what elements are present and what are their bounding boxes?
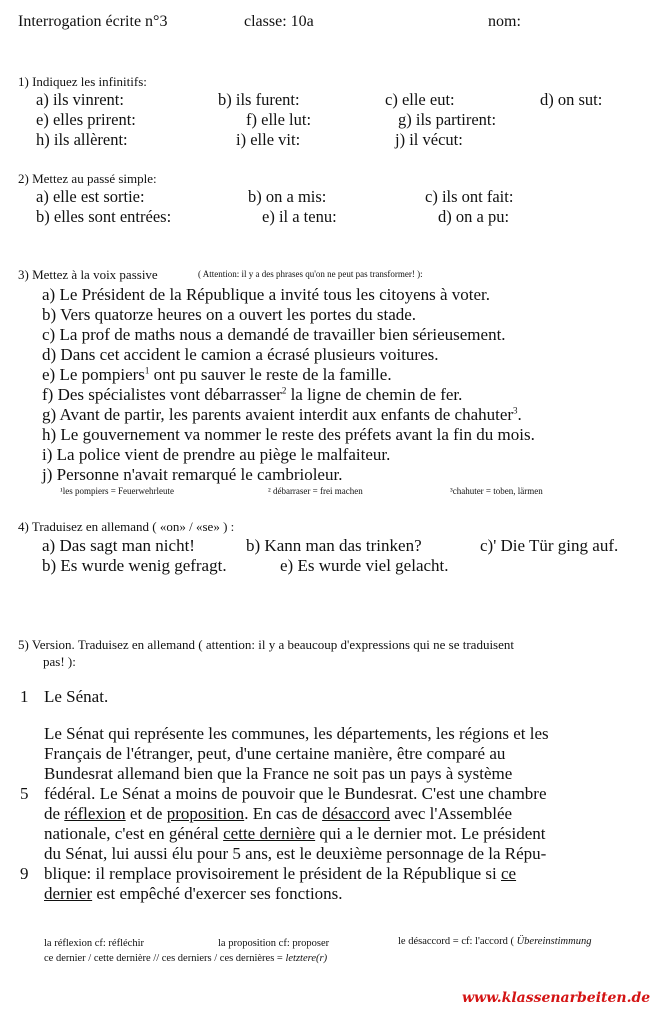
q2-item: e) il a tenu: [262,207,337,226]
q1-item: j) il vécut: [395,130,463,149]
q1-item: a) ils vinrent: [36,90,124,109]
q3-sentence: b) Vers quatorze heures on a ouvert les portes du stade. [42,305,417,324]
gloss: la proposition cf: proposer [218,938,330,949]
q2-item: a) elle est sortie: [36,187,145,206]
q1-item: e) elles prirent: [36,110,136,129]
text-title: Le Sénat. [44,687,109,706]
text-line: Bundesrat allemand bien que la France ne soit pas un pays à système [44,764,513,783]
text-line: du Sénat, lui aussi élu pour 5 ans, est le deuxième personnage de la Répu- [44,844,547,863]
text-line: Le Sénat qui représente les communes, les départements, les régions et les [44,724,549,743]
q2-item: b) on a mis: [248,187,327,206]
gloss: la réflexion cf: réfléchir [44,938,144,949]
q3-note: ( Attention: il y a des phrases qu'on ne peut pas transformer! ): [198,269,423,279]
q1-item: i) elle vit: [236,130,301,149]
footnote: ² débarraser = frei machen [268,486,363,496]
name-label: nom: [488,13,521,30]
q3-sentence: a) Le Président de la République a invité tous les citoyens à voter. [42,285,491,304]
q1-item: f) elle lut: [246,110,312,129]
q3-sentence: j) Personne n'avait remarqué le cambrioleur. [42,465,343,484]
q3-sentence: g) Avant de partir, les parents avaient interdit aux enfants de chahuter$^3$. [42,405,522,424]
test-title: Interrogation écrite n°3 [18,13,168,30]
q3-sentence: f) Des spécialistes vont débarrasser$^2$ la ligne de chemin de fer. [42,385,463,404]
q2-item: b) elles sont entrées: [36,207,172,226]
q4-item: b) Kann man das trinken? [246,536,422,555]
q2-heading: 2) Mettez au passé simple: [18,171,157,186]
watermark-link[interactable]: www.klassenarbeiten.de [462,990,650,1006]
q3-heading: 3) Mettez à la voix passive [18,267,158,282]
footnote: ¹les pompiers = Feuerwehrleute [60,486,174,496]
q3-sentence: d) Dans cet accident le camion a écrasé plusieurs voitures. [42,345,439,364]
q4-item: b) Es wurde wenig gefragt. [42,556,227,575]
q3-sentence: e) Le pompiers$^1$ ont pu sauver le reste de la famille. [42,365,392,384]
q3-sentence: c) La prof de maths nous a demandé de travailler bien sérieusement. [42,325,506,344]
q4-heading: 4) Traduisez en allemand ( «on» / «se» ) : [18,519,235,534]
q3-sentence: h) Le gouvernement va nommer le reste des préfets avant la fin du mois. [42,425,535,444]
line-number: 5 [20,784,29,803]
q2-item: d) on a pu: [438,207,510,226]
text-line: Français de l'étranger, peut, d'une certaine manière, être comparé au [44,744,506,763]
q5-heading: 5) Version. Traduisez en allemand ( attention: il y a beaucoup d'expressions qui ne se traduisent [18,637,514,652]
text-line: nationale, c'est en général cette dernière qui a le dernier mot. Le président [44,824,546,843]
footnote: ³chahuter = toben, lärmen [450,486,543,496]
q1-item: c) elle eut: [385,90,455,109]
class-label: classe: 10a [244,13,314,30]
q4-item: e) Es wurde viel gelacht. [280,556,449,575]
line-number: 1 [20,687,29,706]
q4-item: c)' Die Tür ging auf. [480,536,619,555]
gloss: le désaccord = cf: l'accord ( Übereinstimmung [398,936,592,947]
text-line: fédéral. Le Sénat a moins de pouvoir que le Bundesrat. C'est une chambre [44,784,547,803]
text-line: dernier est empêché d'exercer ses fonctions. [44,884,343,903]
q5-heading-cont: pas! ): [43,654,76,669]
q1-heading: 1) Indiquez les infinitifs: [18,74,147,89]
q1-item: b) ils furent: [218,90,300,109]
text-line: de réflexion et de proposition. En cas de désaccord avec l'Assemblée [44,804,513,823]
gloss: ce dernier / cette dernière // ces derniers / ces dernières = letztere(r) [44,953,328,964]
q4-item: a) Das sagt man nicht! [42,536,195,555]
q3-sentence: i) La police vient de prendre au piège le malfaiteur. [42,445,391,464]
q1-item: g) ils partirent: [398,110,497,129]
q1-item: d) on sut: [540,90,603,109]
line-number: 9 [20,864,29,883]
text-line: blique: il remplace provisoirement le président de la République si ce [44,864,517,883]
q1-item: h) ils allèrent: [36,130,128,149]
q2-item: c) ils ont fait: [425,187,514,206]
